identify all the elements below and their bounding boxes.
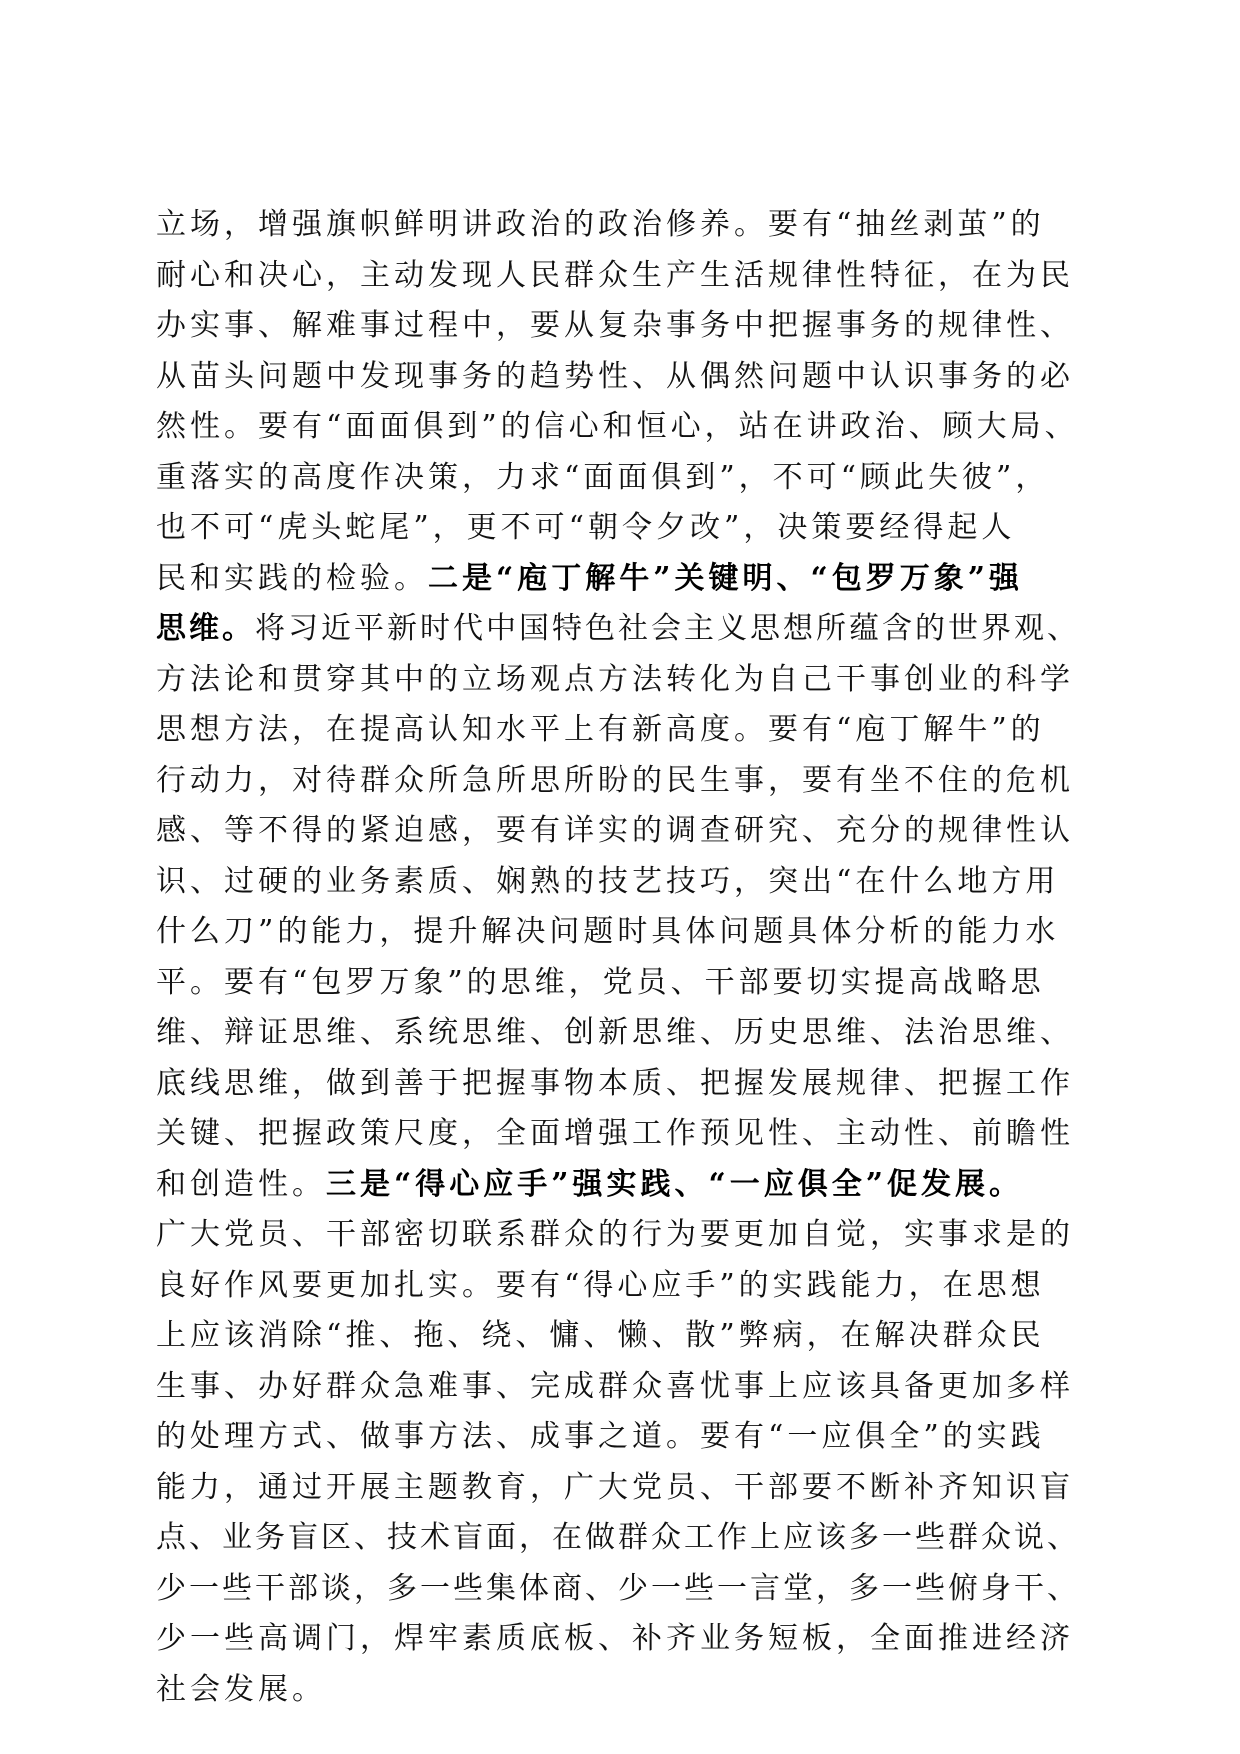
body-text: 生事、办好群众急难事、完成群众喜忧事上应该具备更加多样 (156, 1368, 1074, 1404)
text-line (156, 1564, 1086, 1615)
body-text: 少一些高调门，焊牢素质底板、补齐业务短板，全面推进经济 (156, 1621, 1074, 1656)
text-line (156, 756, 1086, 807)
text-line (156, 402, 1086, 453)
text-line (156, 1614, 1086, 1665)
body-text: 上应该消除“推、拖、绕、慵、懒、散”弊病，在解决群众民 (156, 1318, 1045, 1353)
text-line (156, 907, 1086, 958)
body-text: 从苗头问题中发现事务的趋势性、从偶然问题中认识事务的必 (156, 358, 1074, 394)
body-text: 方法论和贯穿其中的立场观点方法转化为自己干事创业的科学 (156, 661, 1074, 697)
body-text: 社会发展。 (156, 1671, 326, 1707)
body-text: 耐心和决心，主动发现人民群众生产生活规律性特征，在为民 (156, 257, 1074, 293)
body-text: 底线思维，做到善于把握事物本质、把握发展规律、把握工作 (156, 1065, 1074, 1101)
body-text: 少一些干部谈，多一些集体商、少一些一言堂，多一些俯身干、 (156, 1570, 1080, 1606)
bold-heading-text: 二是“庖丁解牛”关键明、“包罗万象”强 (428, 560, 1024, 596)
body-text: 什么刀”的能力，提升解决问题时具体问题具体分析的能力水 (156, 914, 1060, 949)
body-text: 也不可“虎头蛇尾”，更不可“朝令夕改”，决策要经得起人 (156, 510, 1016, 545)
body-paragraph (156, 200, 1086, 1715)
text-line (156, 1261, 1086, 1312)
text-line (156, 1463, 1086, 1514)
body-text: 重落实的高度作决策，力求“面面俱到”，不可“顾此失彼”， (156, 459, 1050, 495)
body-text: 的处理方式、做事方法、成事之道。要有“一应俱全”的实践 (156, 1419, 1045, 1454)
bold-heading-text: 思维。 (156, 611, 255, 646)
text-line (156, 200, 1086, 251)
text-line (156, 1513, 1086, 1564)
text-line (156, 1059, 1086, 1110)
body-text: 维、辩证思维、系统思维、创新思维、历史思维、法治思维、 (156, 1015, 1074, 1050)
body-text: 能力，通过开展主题教育，广大党员、干部要不断补齐知识盲 (156, 1469, 1074, 1505)
text-line (156, 705, 1086, 756)
body-text: 民和实践的检验。 (156, 560, 428, 596)
text-line (156, 251, 1086, 302)
body-text: 感、等不得的紧迫感，要有详实的调查研究、充分的规律性认 (156, 813, 1074, 848)
text-line (156, 655, 1086, 706)
text-line (156, 352, 1086, 403)
body-text: 和创造性。 (156, 1166, 326, 1202)
body-text: 广大党员、干部密切联系群众的行为要更加自觉，实事求是的 (156, 1217, 1074, 1252)
body-text: 点、业务盲区、技术盲面，在做群众工作上应该多一些群众说、 (156, 1520, 1080, 1555)
text-line (156, 958, 1086, 1009)
body-text: 立场，增强旗帜鲜明讲政治的政治修养。要有“抽丝剥茧”的 (156, 207, 1045, 242)
body-text: 办实事、解难事过程中，要从复杂事务中把握事务的规律性、 (156, 308, 1074, 343)
body-text: 思想方法，在提高认知水平上有新高度。要有“庖丁解牛”的 (156, 712, 1045, 747)
text-line (156, 604, 1086, 655)
text-line (156, 1311, 1086, 1362)
text-line (156, 1210, 1086, 1261)
text-line (156, 1665, 1086, 1716)
body-text: 将习近平新时代中国特色社会主义思想所蕴含的世界观、 (255, 611, 1080, 646)
text-line (156, 554, 1086, 605)
body-text: 关键、把握政策尺度，全面增强工作预见性、主动性、前瞻性 (156, 1116, 1074, 1151)
text-line (156, 857, 1086, 908)
text-line (156, 806, 1086, 857)
bold-heading-text: 三是“得心应手”强实践、“一应俱全”促发展。 (326, 1166, 1024, 1202)
body-text: 行动力，对待群众所急所思所盼的民生事，要有坐不住的危机 (156, 762, 1074, 798)
text-line (156, 1362, 1086, 1413)
body-text: 平。要有“包罗万象”的思维，党员、干部要切实提高战略思 (156, 964, 1045, 1000)
text-line (156, 453, 1086, 504)
text-line (156, 1008, 1086, 1059)
text-line (156, 301, 1086, 352)
text-line (156, 1412, 1086, 1463)
text-line (156, 1160, 1086, 1211)
body-text: 然性。要有“面面俱到”的信心和恒心，站在讲政治、顾大局、 (156, 409, 1079, 444)
text-line (156, 503, 1086, 554)
text-line (156, 1109, 1086, 1160)
body-text: 识、过硬的业务素质、娴熟的技艺技巧，突出“在什么地方用 (156, 863, 1060, 899)
body-text: 良好作风要更加扎实。要有“得心应手”的实践能力，在思想 (156, 1267, 1045, 1303)
